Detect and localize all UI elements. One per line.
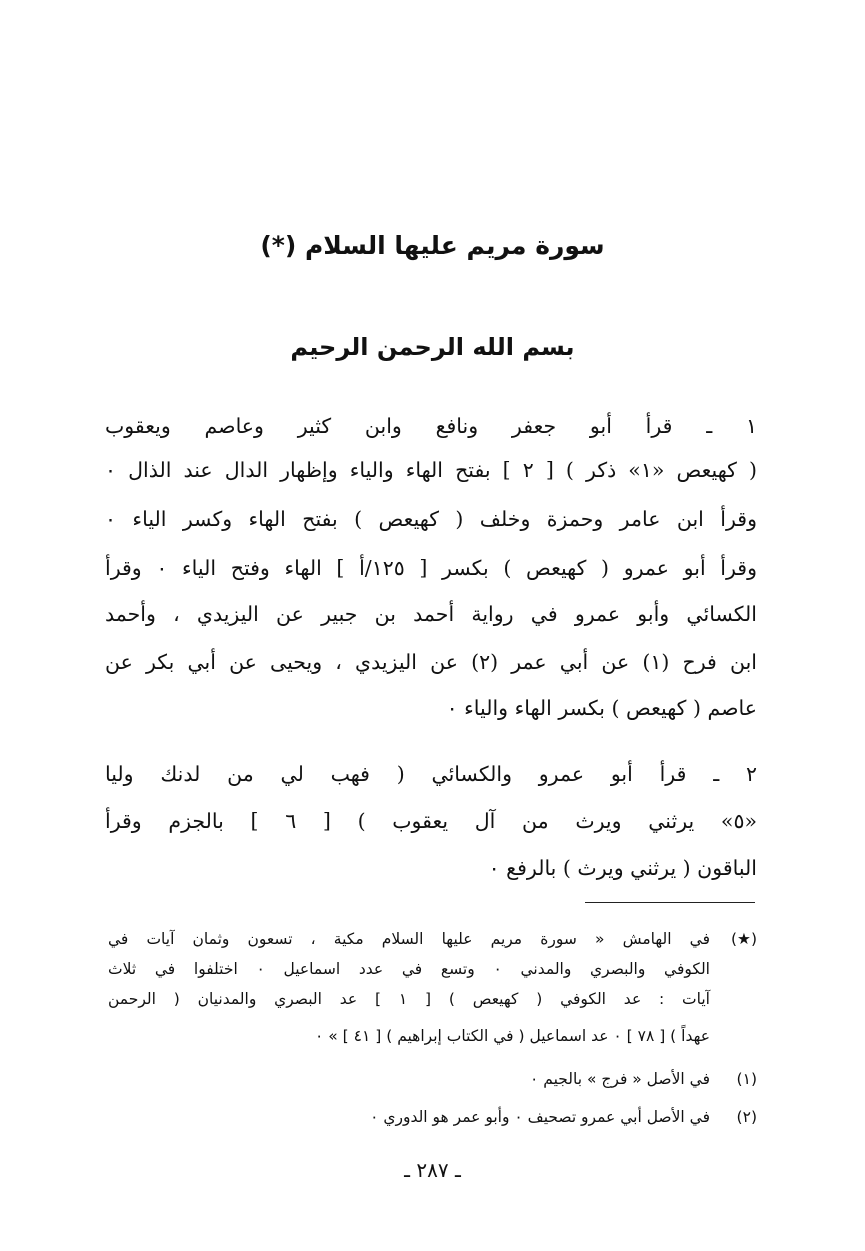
body-line: «٥» يرثني ويرث من آل يعقوب ) [ ٦ ] بالجزم وقرأ (105, 809, 757, 833)
surah-title: سورة مريم عليها السلام (*) (260, 231, 605, 260)
body-line: ( كهيعص «١» ذكر ) [ ٢ ] بفتح الهاء والياء وإظهار الدال عند الذال ٠ (105, 458, 757, 482)
footnote-line: في الهامش « سورة مريم عليها السلام مكية ، تسعون وثمان آيات في (108, 930, 710, 948)
footnote-marker: (٢) (736, 1108, 757, 1126)
body-line: عاصم ( كهيعص ) بكسر الهاء والياء ٠ (446, 696, 757, 720)
body-line: وقرأ ابن عامر وحمزة وخلف ( كهيعص ) بفتح الهاء وكسر الياء ٠ (105, 507, 757, 531)
basmala-heading: بسم الله الرحمن الرحيم (290, 333, 575, 361)
footnote-separator (585, 902, 755, 903)
footnote-line: الكوفي والبصري والمدني ٠ وتسع في عدد اسماعيل ٠ اختلفوا في ثلاث (108, 960, 710, 978)
footnote-line: عهداً ) [ ٧٨ ] ٠ عد اسماعيل ( في الكتاب إبراهيم ) [ ٤١ ] » ٠ (315, 1027, 710, 1045)
body-line: ٢ ـ قرأ أبو عمرو والكسائي ( فهب لي من لدنك وليا (105, 762, 757, 786)
body-line: الكسائي وأبو عمرو في رواية أحمد بن جبير عن اليزيدي ، وأحمد (105, 602, 757, 626)
footnote-line: في الأصل أبي عمرو تصحيف ٠ وأبو عمر هو الدوري ٠ (370, 1108, 710, 1126)
footnote-line: في الأصل « فرج » بالجيم ٠ (530, 1070, 710, 1088)
body-line: وقرأ أبو عمرو ( كهيعص ) بكسر [ ١٢٥/أ ] الهاء وفتح الياء ٠ وقرأ (105, 556, 757, 580)
footnote-marker: (★) (731, 930, 757, 948)
body-line: الباقون ( يرثني ويرث ) بالرفع ٠ (488, 856, 757, 880)
body-line: ابن فرح (١) عن أبي عمر (٢) عن اليزيدي ، ويحيى عن أبي بكر عن (105, 650, 757, 674)
body-line: ١ ـ قرأ أبو جعفر ونافع وابن كثير وعاصم ويعقوب (105, 414, 757, 438)
footnote-marker: (١) (736, 1070, 757, 1088)
page-number: ـ ٢٨٧ ـ (404, 1158, 461, 1182)
footnote-line: آيات : عد الكوفي ( كهيعص ) [ ١ ] عد البصري والمدنيان ( الرحمن (108, 990, 710, 1008)
